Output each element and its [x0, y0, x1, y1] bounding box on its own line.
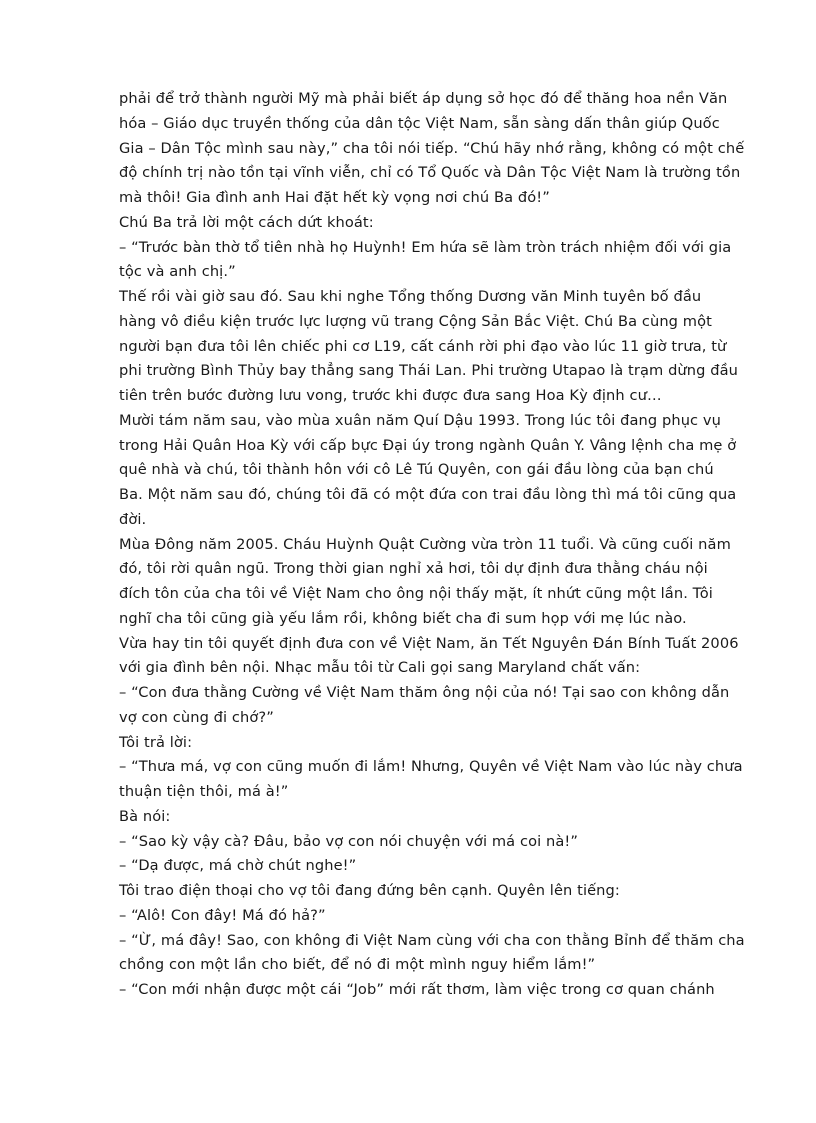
text-line: – “Thưa má, vợ con cũng muốn đi lắm! Nhưng, Quyên về Việt Nam vào lúc này chưa	[119, 758, 743, 776]
text-line: Vừa hay tin tôi quyết định đưa con về Việt Nam, ăn Tết Nguyên Đán Bính Tuất 2006	[119, 634, 739, 652]
document-body	[119, 87, 745, 1003]
text-line: hàng vô điều kiện trước lực lượng vũ trang Cộng Sản Bắc Việt. Chú Ba cùng một	[119, 312, 712, 330]
text-line: đó, tôi rời quân ngũ. Trong thời gian nghỉ xả hơi, tôi dự định đưa thằng cháu nội	[119, 560, 708, 578]
text-line: – “Con mới nhận được một cái “Job” mới rất thơm, làm việc trong cơ quan chánh	[119, 981, 715, 998]
text-line: Tôi trả lời:	[119, 733, 193, 751]
text-line: Mùa Đông năm 2005. Cháu Huỳnh Quật Cường vừa tròn 11 tuổi. Và cũng cuối năm	[119, 535, 731, 553]
text-line: quê nhà và chú, tôi thành hôn với cô Lê Tú Quyên, con gái đầu lòng của bạn chú	[119, 461, 714, 479]
text-line: – “Dạ được, má chờ chút nghe!”	[119, 857, 357, 875]
text-line: – “Sao kỳ vậy cà? Đâu, bảo vợ con nói chuyện với má coi nà!”	[119, 832, 579, 850]
text-line: độ chính trị nào tồn tại vĩnh viễn, chỉ có Tổ Quốc và Dân Tộc Việt Nam là trường tồn	[119, 164, 741, 182]
text-line: tiên trên bước đường lưu vong, trước khi được đưa sang Hoa Kỳ định cư…	[119, 387, 662, 404]
text-line: người bạn đưa tôi lên chiếc phi cơ L19, cất cánh rời phi đạo vào lúc 11 giờ trưa, từ	[119, 337, 727, 355]
text-line: Thế rồi vài giờ sau đó. Sau khi nghe Tổng thống Dương văn Minh tuyên bố đầu	[119, 288, 702, 305]
text-line: Bà nói:	[119, 807, 171, 825]
text-line: nghĩ cha tôi cũng già yếu lắm rồi, không biết cha đi sum họp với mẹ lúc nào.	[119, 609, 687, 627]
text-line: với gia đình bên nội. Nhạc mẫu tôi từ Cali gọi sang Maryland chất vấn:	[119, 659, 641, 677]
text-line: thuận tiện thôi, má à!”	[119, 783, 289, 800]
text-line: Gia – Dân Tộc mình sau này,” cha tôi nói tiếp. “Chú hãy nhớ rằng, không có một chế	[119, 139, 745, 157]
text-line: Ba. Một năm sau đó, chúng tôi đã có một đứa con trai đầu lòng thì má tôi cũng qua	[119, 486, 737, 503]
text-line: Tôi trao điện thoại cho vợ tôi đang đứng bên cạnh. Quyên lên tiếng:	[119, 882, 620, 899]
text-line: Chú Ba trả lời một cách dứt khoát:	[119, 213, 374, 231]
text-line: đích tôn của cha tôi về Việt Nam cho ông nội thấy mặt, ít nhứt cũng một lần. Tôi	[119, 585, 713, 602]
text-line: hóa – Giáo dục truyền thống của dân tộc Việt Nam, sẵn sàng dấn thân giúp Quốc	[119, 114, 720, 132]
text-line: đời.	[119, 510, 147, 528]
text-line: chồng con một lần cho biết, để nó đi một mình nguy hiểm lắm!”	[119, 956, 596, 974]
text-line: Mười tám năm sau, vào mùa xuân năm Quí Dậu 1993. Trong lúc tôi đang phục vụ	[119, 411, 721, 429]
text-line: mà thôi! Gia đình anh Hai đặt hết kỳ vọng nơi chú Ba đó!”	[119, 189, 550, 206]
text-line: phi trường Bình Thủy bay thẳng sang Thái Lan. Phi trường Utapao là trạm dừng đầu	[119, 362, 738, 380]
text-line: tộc và anh chị.”	[119, 263, 236, 281]
text-line: – “Ừ, má đây! Sao, con không đi Việt Nam cùng với cha con thằng Bỉnh để thăm cha	[119, 931, 745, 949]
text-line: – “Con đưa thằng Cường về Việt Nam thăm ông nội của nó! Tại sao con không dẫn	[119, 684, 730, 701]
text-line: – “Trước bàn thờ tổ tiên nhà họ Huỳnh! Em hứa sẽ làm tròn trách nhiệm đối với gia	[119, 238, 732, 256]
text-line: – “Alô! Con đây! Má đó hả?”	[119, 906, 326, 924]
text-line: phải để trở thành người Mỹ mà phải biết áp dụng sở học đó để thăng hoa nền Văn	[119, 90, 728, 107]
text-line: trong Hải Quân Hoa Kỳ với cấp bực Đại úy trong ngành Quân Y. Vâng lệnh cha mẹ ở	[119, 436, 737, 454]
text-line: vợ con cùng đi chớ?”	[119, 708, 274, 726]
